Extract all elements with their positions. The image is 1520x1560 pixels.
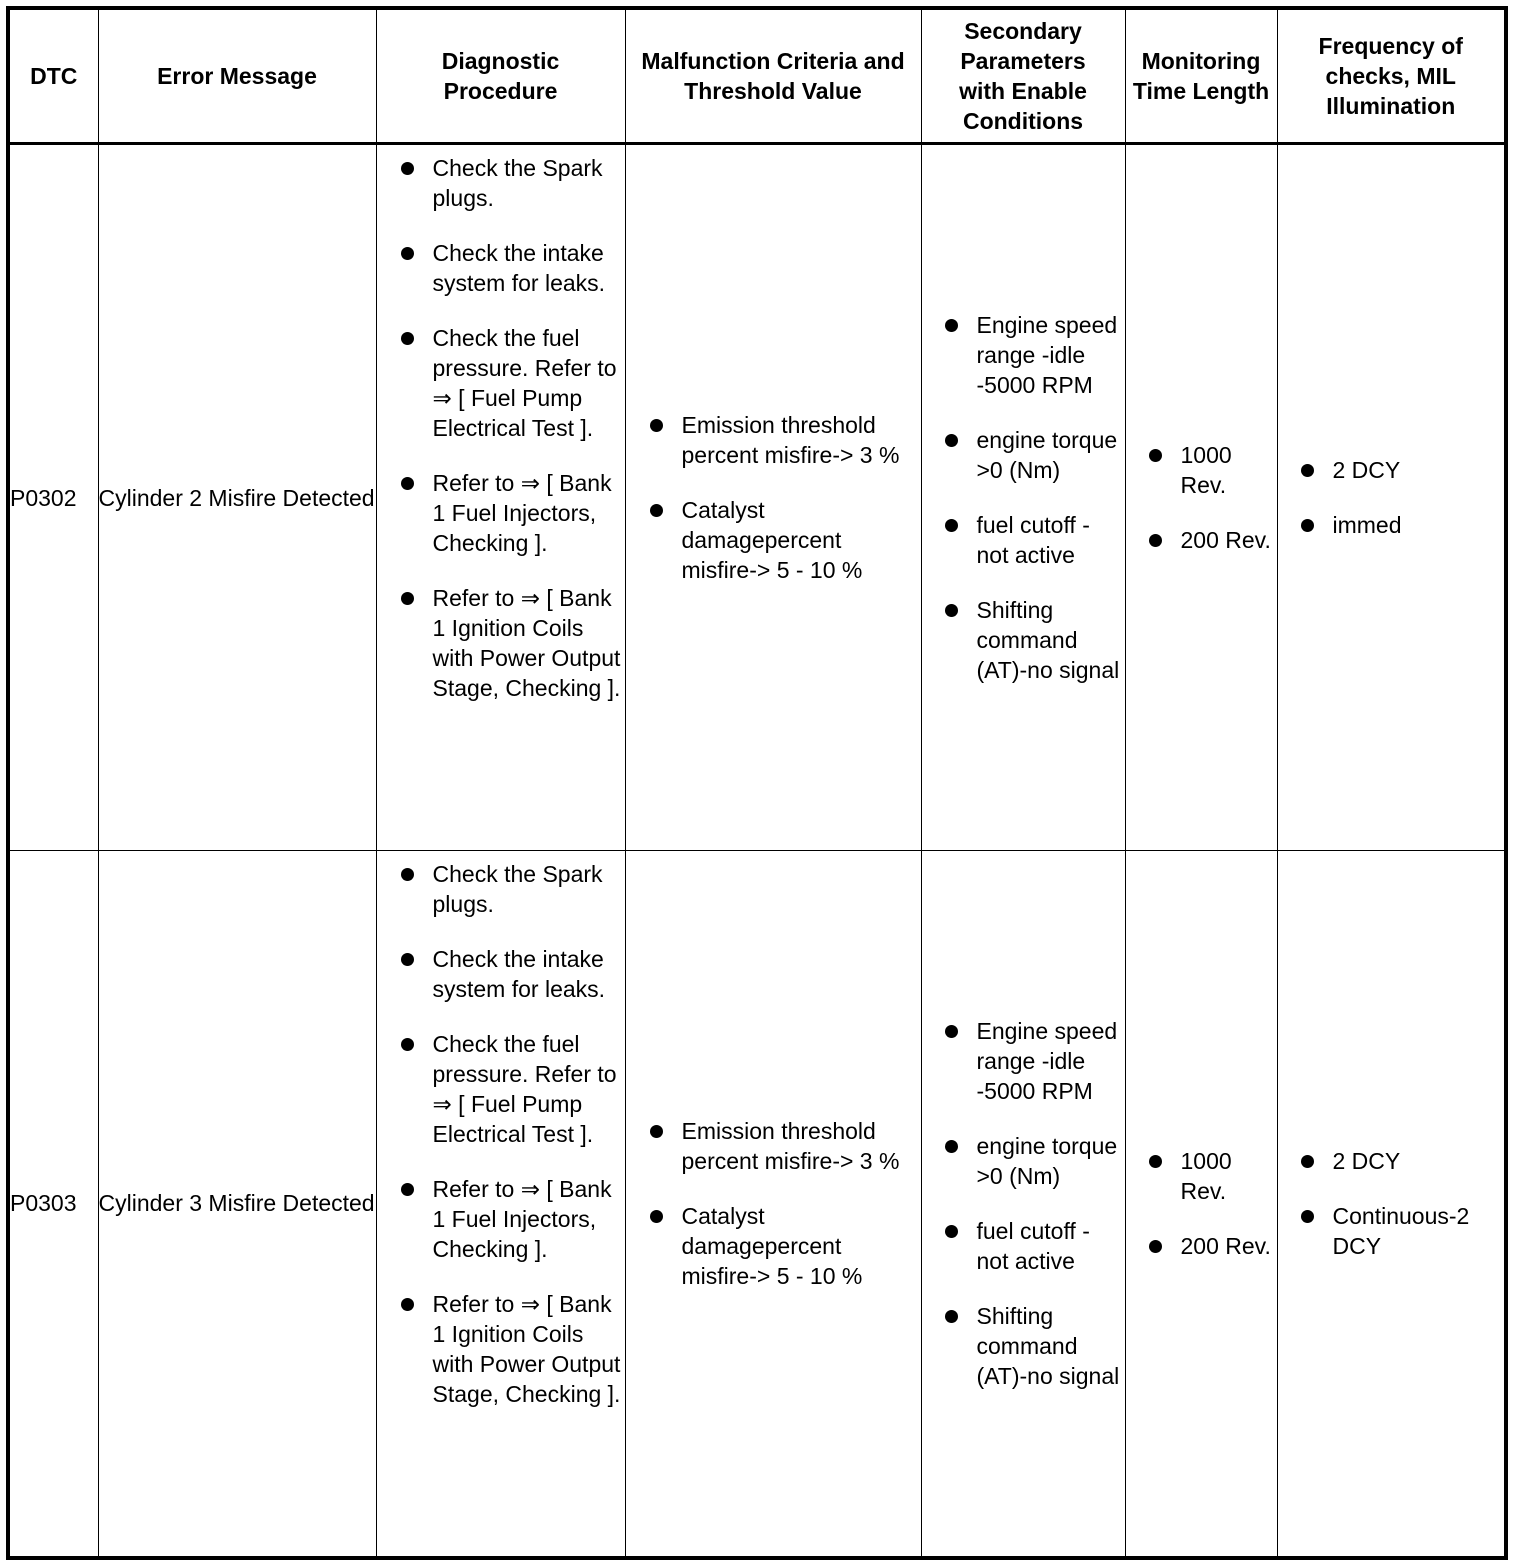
secondary-item: engine torque >0 (Nm) bbox=[977, 425, 1121, 485]
error-message: Cylinder 3 Misfire Detected bbox=[98, 851, 376, 1558]
secondary-item: Engine speed range -idle -5000 RPM bbox=[977, 310, 1121, 400]
frequency-list bbox=[1278, 455, 1505, 540]
frequency-item: immed bbox=[1333, 510, 1501, 540]
secondary-parameters-cell bbox=[921, 144, 1125, 851]
monitoring-item: 1000 Rev. bbox=[1181, 1146, 1273, 1206]
procedure-item: Refer to ⇒ [ Bank 1 Fuel Injectors, Checking ]. bbox=[433, 468, 621, 558]
frequency-cell bbox=[1277, 144, 1506, 851]
header-row bbox=[8, 8, 1506, 144]
table-row bbox=[8, 144, 1506, 851]
secondary-list bbox=[922, 1016, 1125, 1391]
frequency-cell bbox=[1277, 851, 1506, 1558]
header-secondary-parameters: Secondary Parameters with Enable Conditions bbox=[921, 8, 1125, 144]
procedure-item: Check the intake system for leaks. bbox=[433, 944, 621, 1004]
criteria-item: Emission threshold percent misfire-> 3 % bbox=[682, 410, 917, 470]
criteria-item: Catalyst damagepercent misfire-> 5 - 10 % bbox=[682, 495, 917, 585]
procedure-list bbox=[377, 851, 625, 1409]
procedure-item: Check the Spark plugs. bbox=[433, 859, 621, 919]
header-frequency: Frequency of checks, MIL Illumination bbox=[1277, 8, 1506, 144]
criteria-item: Catalyst damagepercent misfire-> 5 - 10 % bbox=[682, 1201, 917, 1291]
criteria-list bbox=[626, 410, 921, 585]
header-monitoring-time: Monitoring Time Length bbox=[1125, 8, 1277, 144]
header-dtc: DTC bbox=[8, 8, 98, 144]
dtc-table bbox=[6, 6, 1508, 1560]
header-diagnostic-procedure: Diagnostic Procedure bbox=[376, 8, 625, 144]
error-message: Cylinder 2 Misfire Detected bbox=[98, 144, 376, 851]
secondary-item: Engine speed range -idle -5000 RPM bbox=[977, 1016, 1121, 1106]
procedure-item: Check the Spark plugs. bbox=[433, 153, 621, 213]
secondary-item: Shifting command (AT)-no signal bbox=[976, 597, 1120, 683]
procedure-item: Check the intake system for leaks. bbox=[433, 238, 621, 298]
secondary-item: Shifting command (AT)-no signal bbox=[976, 1302, 1120, 1389]
malfunction-criteria-cell bbox=[625, 144, 921, 851]
monitoring-item: 1000 Rev. bbox=[1181, 440, 1273, 500]
header-error-message: Error Message bbox=[98, 8, 376, 144]
monitoring-list bbox=[1126, 1146, 1277, 1261]
header-malfunction-criteria: Malfunction Criteria and Threshold Value bbox=[625, 8, 921, 144]
diagnostic-procedure-cell bbox=[376, 144, 625, 851]
frequency-item: 2 DCY bbox=[1333, 455, 1501, 485]
monitoring-item: 200 Rev. bbox=[1180, 1232, 1271, 1259]
monitoring-time-cell bbox=[1125, 851, 1277, 1558]
monitoring-item: 200 Rev. bbox=[1180, 527, 1271, 553]
monitoring-time-cell bbox=[1125, 144, 1277, 851]
malfunction-criteria-cell bbox=[625, 851, 921, 1558]
criteria-item: Emission threshold percent misfire-> 3 % bbox=[682, 1116, 917, 1176]
criteria-list bbox=[626, 1116, 921, 1291]
secondary-parameters-cell bbox=[921, 851, 1125, 1558]
secondary-list bbox=[922, 310, 1125, 685]
diagnostic-procedure-cell bbox=[376, 851, 625, 1558]
frequency-item: 2 DCY bbox=[1333, 1146, 1501, 1176]
frequency-item: Continuous-2 DCY bbox=[1333, 1201, 1501, 1261]
procedure-list bbox=[377, 145, 625, 703]
procedure-item: Refer to ⇒ [ Bank 1 Ignition Coils with Power Output Stage, Checking ]. bbox=[432, 1291, 621, 1407]
procedure-item: Refer to ⇒ [ Bank 1 Ignition Coils with Power Output Stage, Checking ]. bbox=[432, 585, 621, 701]
monitoring-list bbox=[1126, 440, 1277, 555]
secondary-item: fuel cutoff - not active bbox=[977, 1216, 1121, 1276]
secondary-item: fuel cutoff - not active bbox=[977, 510, 1121, 570]
dtc-code: P0302 bbox=[8, 144, 98, 851]
secondary-item: engine torque >0 (Nm) bbox=[977, 1131, 1121, 1191]
procedure-item: Check the fuel pressure. Refer to ⇒ [ Fuel Pump Electrical Test ]. bbox=[433, 1029, 621, 1149]
dtc-code: P0303 bbox=[8, 851, 98, 1558]
procedure-item: Refer to ⇒ [ Bank 1 Fuel Injectors, Checking ]. bbox=[433, 1174, 621, 1264]
procedure-item: Check the fuel pressure. Refer to ⇒ [ Fuel Pump Electrical Test ]. bbox=[433, 323, 621, 443]
table-row bbox=[8, 851, 1506, 1558]
frequency-list bbox=[1278, 1146, 1505, 1261]
